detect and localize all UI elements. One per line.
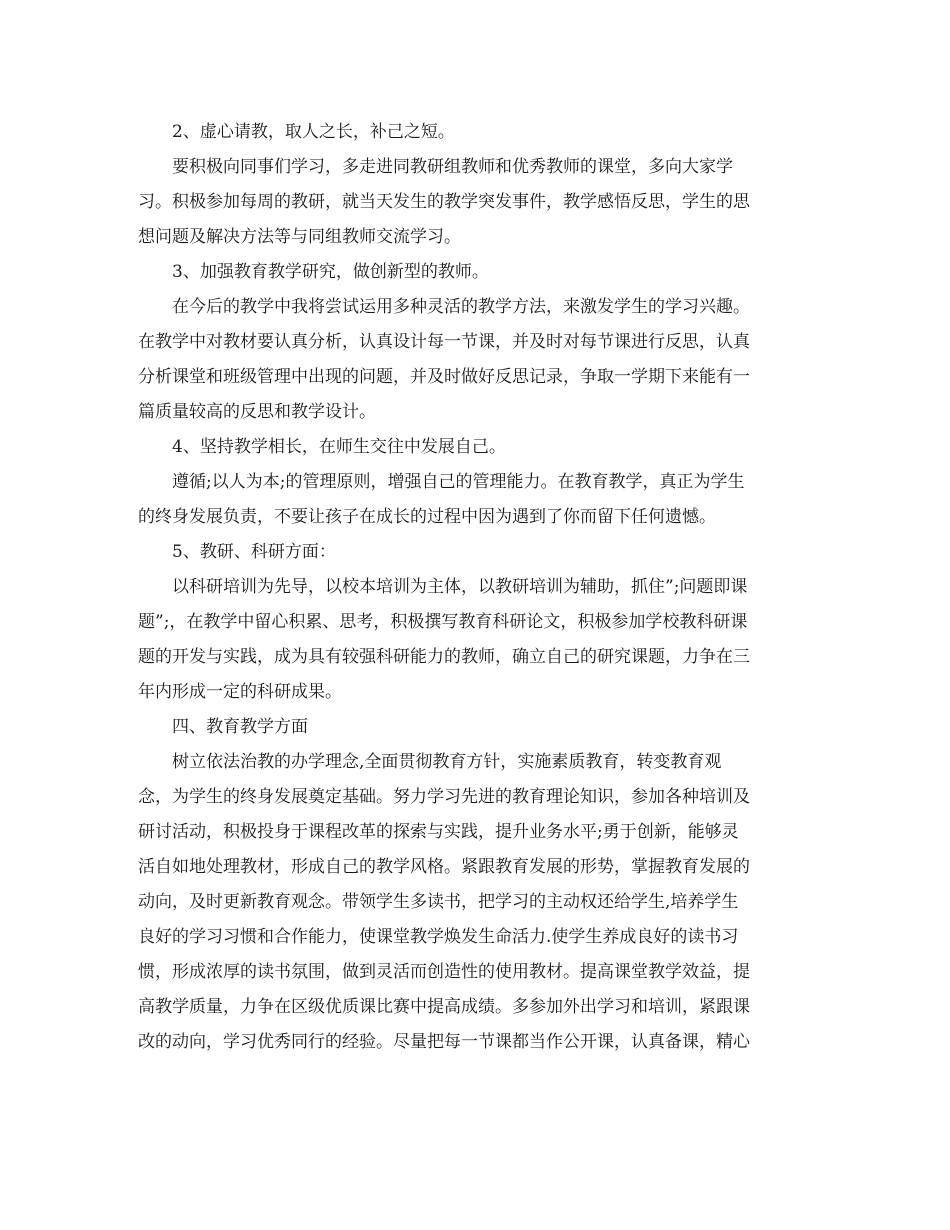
paragraph-line: 题”;，在教学中留心积累、思考，积极撰写教育科研论文，积极参加学校教科研课 bbox=[138, 612, 748, 632]
paragraph-line: 习。积极参加每周的教研，就当天发生的教学突发事件，教学感悟反思，学生的思 bbox=[138, 192, 750, 212]
paragraph-line: 篇质量较高的反思和教学设计。 bbox=[138, 402, 376, 422]
paragraph-line: 研讨活动，积极投身于课程改革的探索与实践，提升业务水平;勇于创新，能够灵 bbox=[138, 822, 739, 842]
paragraph-line: 的终身发展负责，不要让孩子在成长的过程中因为遇到了你而留下任何遗憾。 bbox=[138, 507, 716, 527]
paragraph-line: 想问题及解决方法等与同组教师交流学习。 bbox=[138, 227, 461, 247]
paragraph-line: 惯，形成浓厚的读书氛围，做到灵活而创造性的使用教材。提高课堂教学效益，提 bbox=[138, 962, 750, 982]
document-body bbox=[138, 115, 810, 1060]
paragraph-line: 遵循;以人为本;的管理原则，增强自己的管理能力。在教育教学，真正为学生 bbox=[172, 472, 745, 492]
paragraph-line: 良好的学习习惯和合作能力，使课堂教学焕发生命活力.使学生养成良好的读书习 bbox=[138, 927, 739, 947]
paragraph-line: 高教学质量，力争在区级优质课比赛中提高成绩。多参加外出学习和培训，紧跟课 bbox=[138, 997, 750, 1017]
paragraph-line: 题的开发与实践，成为具有较强科研能力的教师，确立自己的研究课题，力争在三 bbox=[138, 647, 750, 667]
paragraph-line: 念，为学生的终身发展奠定基础。努力学习先进的教育理论知识，参加各种培训及 bbox=[138, 787, 750, 807]
paragraph-line: 要积极向同事们学习，多走进同教研组教师和优秀教师的课堂，多向大家学 bbox=[172, 157, 733, 177]
paragraph-line: 分析课堂和班级管理中出现的问题，并及时做好反思记录，争取一学期下来能有一 bbox=[138, 367, 750, 387]
paragraph-line: 动向，及时更新教育观念。带领学生多读书，把学习的主动权还给学生,培养学生 bbox=[138, 892, 739, 912]
section-heading-3: 3、加强教育教学研究，做创新型的教师。 bbox=[172, 262, 489, 282]
paragraph-line: 活自如地处理教材，形成自己的教学风格。紧跟教育发展的形势，掌握教育发展的 bbox=[138, 857, 750, 877]
paragraph-line: 改的动向，学习优秀同行的经验。尽量把每一节课都当作公开课，认真备课，精心 bbox=[138, 1032, 750, 1052]
paragraph-line: 年内形成一定的科研成果。 bbox=[138, 682, 342, 702]
paragraph-line: 以科研培训为先导，以校本培训为主体，以教研培训为辅助，抓住”;问题即课 bbox=[172, 577, 748, 597]
section-heading-5: 5、教研、科研方面： bbox=[172, 542, 336, 562]
section-heading-four: 四、教育教学方面 bbox=[172, 717, 308, 737]
paragraph-line: 树立依法治教的办学理念,全面贯彻教育方针，实施素质教育，转变教育观 bbox=[172, 752, 722, 772]
section-heading-2: 2、虚心请教，取人之长，补己之短。 bbox=[172, 122, 455, 142]
paragraph-line: 在今后的教学中我将尝试运用多种灵活的教学方法，来激发学生的学习兴趣。 bbox=[172, 297, 750, 317]
section-heading-4: 4、坚持教学相长，在师生交往中发展自己。 bbox=[172, 437, 506, 457]
paragraph-line: 在教学中对教材要认真分析，认真设计每一节课，并及时对每节课进行反思，认真 bbox=[138, 332, 750, 352]
